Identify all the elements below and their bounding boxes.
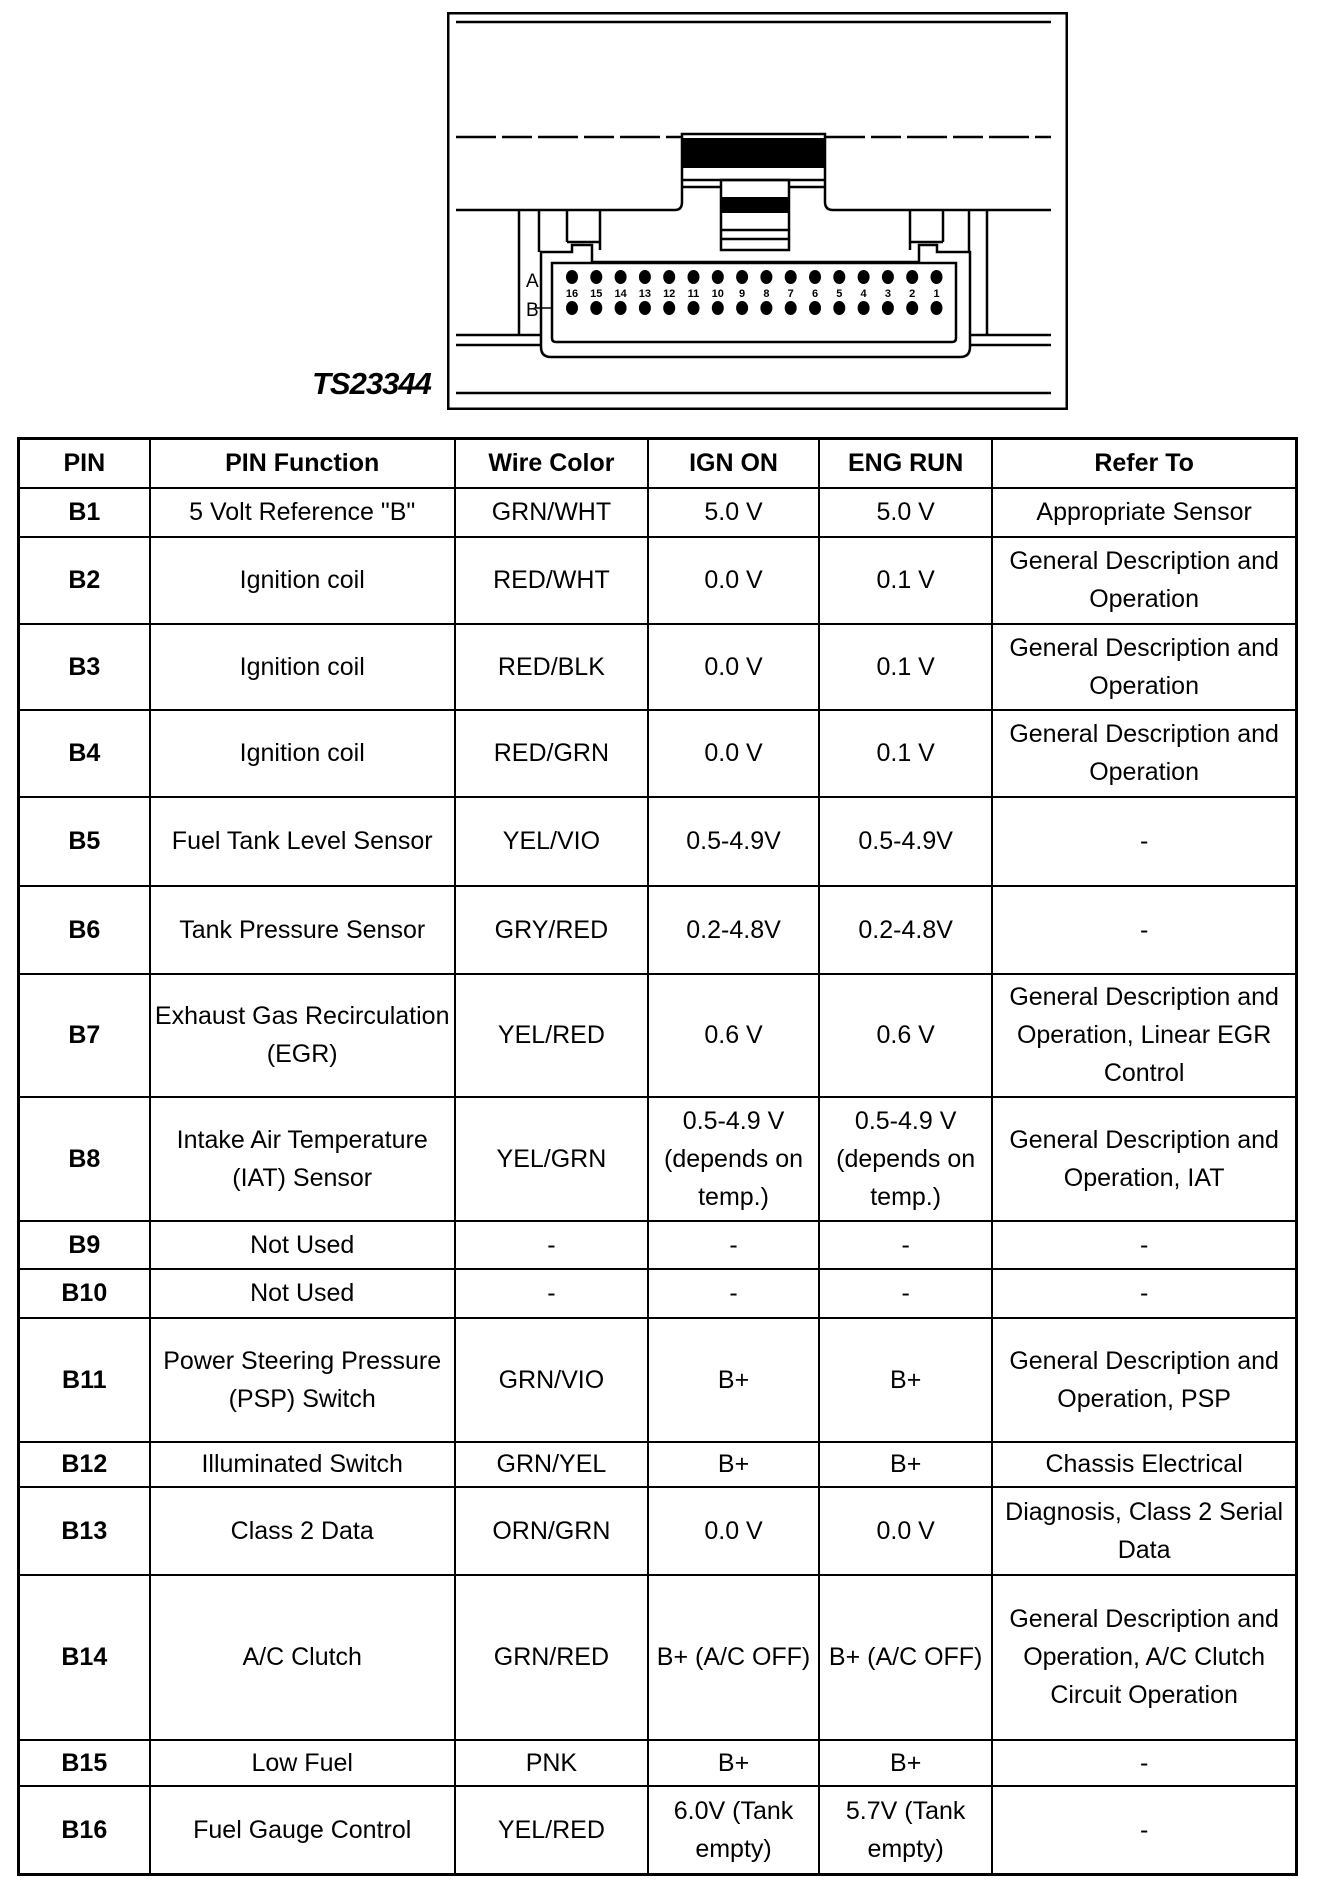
pin-b15 [590, 301, 602, 315]
pin-number: 12 [663, 288, 676, 300]
pin-b10 [712, 301, 724, 315]
table-row [19, 1575, 1297, 1740]
cell-refer-to: Appropriate Sensor [992, 488, 1296, 537]
pin-number: 8 [763, 288, 770, 300]
cell-refer-to: - [992, 1786, 1296, 1875]
cell-eng-run: 5.0 V [819, 488, 992, 537]
cell-function: Tank Pressure Sensor [150, 886, 455, 974]
table-row [19, 797, 1297, 886]
cell-ign-on: 0.0 V [648, 624, 819, 710]
cell-pin: B12 [19, 1442, 150, 1487]
table-header-row [19, 439, 1297, 488]
cell-wire-color: YEL/RED [455, 974, 648, 1097]
pin-a14 [615, 270, 627, 284]
pin-number: 2 [909, 288, 916, 300]
cell-wire-color: YEL/GRN [455, 1097, 648, 1221]
cell-ign-on: 0.2-4.8V [648, 886, 819, 974]
pin-b6 [809, 301, 821, 315]
cell-function: Class 2 Data [150, 1487, 455, 1575]
cell-function: A/C Clutch [150, 1575, 455, 1740]
cell-wire-color: - [455, 1269, 648, 1318]
cell-refer-to: - [992, 1740, 1296, 1786]
table-row [19, 488, 1297, 537]
pin-a10 [712, 270, 724, 284]
cell-ign-on: 5.0 V [648, 488, 819, 537]
connector-tab-band [721, 197, 789, 213]
cell-pin: B7 [19, 974, 150, 1097]
cell-refer-to: Diagnosis, Class 2 Serial Data [992, 1487, 1296, 1575]
pin-b16 [566, 301, 578, 315]
cell-function: Fuel Gauge Control [150, 1786, 455, 1875]
cell-refer-to: - [992, 1269, 1296, 1318]
pin-b14 [615, 301, 627, 315]
pin-b3 [882, 301, 894, 315]
pin-a13 [639, 270, 651, 284]
cell-function: Power Steering Pressure (PSP) Switch [150, 1318, 455, 1442]
cell-function: Ignition coil [150, 710, 455, 797]
cell-wire-color: - [455, 1221, 648, 1269]
cell-wire-color: RED/WHT [455, 537, 648, 624]
pin-a3 [882, 270, 894, 284]
cell-eng-run: 0.1 V [819, 537, 992, 624]
table-row [19, 1221, 1297, 1269]
cell-ign-on: B+ [648, 1318, 819, 1442]
pin-number: 9 [739, 288, 746, 300]
cell-function: Low Fuel [150, 1740, 455, 1786]
cell-function: Intake Air Temperature (IAT) Sensor [150, 1097, 455, 1221]
cell-ign-on: 0.0 V [648, 710, 819, 797]
cell-ign-on: B+ [648, 1740, 819, 1786]
cell-function: Exhaust Gas Recirculation (EGR) [150, 974, 455, 1097]
row-label-a: A [526, 271, 539, 292]
cell-pin: B6 [19, 886, 150, 974]
pin-a2 [906, 270, 918, 284]
header-wire-color: Wire Color [455, 439, 648, 488]
pin-number: 1 [933, 288, 940, 300]
table-row [19, 1786, 1297, 1875]
pin-number: 5 [836, 288, 843, 300]
cell-eng-run: B+ (A/C OFF) [819, 1575, 992, 1740]
pin-b13 [639, 301, 651, 315]
cell-eng-run: 0.5-4.9V [819, 797, 992, 886]
cell-ign-on: - [648, 1269, 819, 1318]
cell-pin: B15 [19, 1740, 150, 1786]
pin-number: 7 [787, 288, 794, 300]
cell-pin: B5 [19, 797, 150, 886]
header-refer-to: Refer To [992, 439, 1296, 488]
cell-function: 5 Volt Reference "B" [150, 488, 455, 537]
table-row [19, 1097, 1297, 1221]
pin-number: 3 [884, 288, 891, 300]
cell-refer-to: General Description and Operation [992, 537, 1296, 624]
pin-a6 [809, 270, 821, 284]
cell-ign-on: - [648, 1221, 819, 1269]
pin-number: 6 [811, 288, 819, 300]
pin-b4 [858, 301, 870, 315]
row-label-b: B [526, 300, 539, 321]
table-row [19, 1442, 1297, 1487]
cell-ign-on: 6.0V (Tank empty) [648, 1786, 819, 1875]
cell-wire-color: GRN/RED [455, 1575, 648, 1740]
cell-eng-run: 0.5-4.9 V (depends on temp.) [819, 1097, 992, 1221]
cell-ign-on: 0.0 V [648, 537, 819, 624]
cell-refer-to: General Description and Operation, PSP [992, 1318, 1296, 1442]
connector-latch-band [682, 138, 825, 168]
cell-function: Not Used [150, 1269, 455, 1318]
cell-refer-to: General Description and Operation, Linear EGR Control [992, 974, 1296, 1097]
pin-b12 [663, 301, 675, 315]
pin-b1 [931, 301, 943, 315]
cell-wire-color: RED/BLK [455, 624, 648, 710]
pin-a4 [858, 270, 870, 284]
connector-pins [566, 270, 943, 315]
table-row [19, 1318, 1297, 1442]
cell-eng-run: 0.1 V [819, 624, 992, 710]
cell-refer-to: - [992, 886, 1296, 974]
cell-eng-run: B+ [819, 1442, 992, 1487]
cell-wire-color: PNK [455, 1740, 648, 1786]
pin-a8 [760, 270, 772, 284]
table-row [19, 710, 1297, 797]
cell-function: Ignition coil [150, 537, 455, 624]
cell-ign-on: 0.5-4.9V [648, 797, 819, 886]
pin-a7 [785, 270, 797, 284]
pin-number: 14 [614, 288, 627, 300]
pin-number: 4 [860, 288, 867, 300]
cell-ign-on: 0.5-4.9 V (depends on temp.) [648, 1097, 819, 1221]
pin-a15 [590, 270, 602, 284]
cell-ign-on: 0.6 V [648, 974, 819, 1097]
cell-refer-to: Chassis Electrical [992, 1442, 1296, 1487]
cell-pin: B13 [19, 1487, 150, 1575]
pin-a9 [736, 270, 748, 284]
cell-refer-to: - [992, 1221, 1296, 1269]
cell-pin: B11 [19, 1318, 150, 1442]
table-row [19, 974, 1297, 1097]
pin-a16 [566, 270, 578, 284]
connector-diagram [447, 12, 1068, 410]
cell-pin: B10 [19, 1269, 150, 1318]
cell-wire-color: YEL/VIO [455, 797, 648, 886]
cell-function: Ignition coil [150, 624, 455, 710]
table-row [19, 537, 1297, 624]
cell-eng-run: 0.0 V [819, 1487, 992, 1575]
table-row [19, 1740, 1297, 1786]
cell-eng-run: 0.2-4.8V [819, 886, 992, 974]
cell-refer-to: - [992, 797, 1296, 886]
cell-refer-to: General Description and Operation, A/C Clutch Circuit Operation [992, 1575, 1296, 1740]
cell-wire-color: RED/GRN [455, 710, 648, 797]
figure-label: TS23344 [312, 366, 431, 401]
cell-refer-to: General Description and Operation [992, 624, 1296, 710]
cell-pin: B16 [19, 1786, 150, 1875]
cell-wire-color: GRY/RED [455, 886, 648, 974]
cell-pin: B14 [19, 1575, 150, 1740]
pin-b2 [906, 301, 918, 315]
cell-eng-run: B+ [819, 1318, 992, 1442]
cell-eng-run: - [819, 1269, 992, 1318]
pin-a5 [833, 270, 845, 284]
table-row [19, 624, 1297, 710]
cell-ign-on: 0.0 V [648, 1487, 819, 1575]
table-row [19, 1269, 1297, 1318]
cell-function: Not Used [150, 1221, 455, 1269]
pin-a11 [688, 270, 700, 284]
pin-number: 11 [687, 288, 700, 300]
pin-a1 [931, 270, 943, 284]
pin-number: 13 [638, 288, 652, 300]
pin-b8 [760, 301, 772, 315]
cell-pin: B8 [19, 1097, 150, 1221]
cell-wire-color: GRN/WHT [455, 488, 648, 537]
cell-pin: B2 [19, 537, 150, 624]
cell-refer-to: General Description and Operation, IAT [992, 1097, 1296, 1221]
cell-wire-color: GRN/VIO [455, 1318, 648, 1442]
cell-wire-color: GRN/YEL [455, 1442, 648, 1487]
cell-pin: B4 [19, 710, 150, 797]
cell-wire-color: ORN/GRN [455, 1487, 648, 1575]
header-pin-function: PIN Function [150, 439, 455, 488]
cell-refer-to: General Description and Operation [992, 710, 1296, 797]
header-ign-on: IGN ON [648, 439, 819, 488]
table-row [19, 886, 1297, 974]
header-eng-run: ENG RUN [819, 439, 992, 488]
cell-ign-on: B+ (A/C OFF) [648, 1575, 819, 1740]
pin-a12 [663, 270, 675, 284]
pin-b5 [833, 301, 845, 315]
pin-b7 [785, 301, 797, 315]
pin-b9 [736, 301, 748, 315]
cell-pin: B1 [19, 488, 150, 537]
cell-eng-run: B+ [819, 1740, 992, 1786]
cell-pin: B3 [19, 624, 150, 710]
cell-eng-run: 0.1 V [819, 710, 992, 797]
cell-function: Fuel Tank Level Sensor [150, 797, 455, 886]
pin-number: 16 [565, 288, 579, 300]
header-pin: PIN [19, 439, 150, 488]
pin-b11 [688, 301, 700, 315]
pin-number: 10 [711, 288, 724, 300]
cell-ign-on: B+ [648, 1442, 819, 1487]
cell-eng-run: 5.7V (Tank empty) [819, 1786, 992, 1875]
cell-function: Illuminated Switch [150, 1442, 455, 1487]
cell-pin: B9 [19, 1221, 150, 1269]
pinout-table [17, 437, 1298, 1876]
cell-eng-run: 0.6 V [819, 974, 992, 1097]
pin-number: 15 [590, 288, 603, 300]
cell-eng-run: - [819, 1221, 992, 1269]
cell-wire-color: YEL/RED [455, 1786, 648, 1875]
table-row [19, 1487, 1297, 1575]
